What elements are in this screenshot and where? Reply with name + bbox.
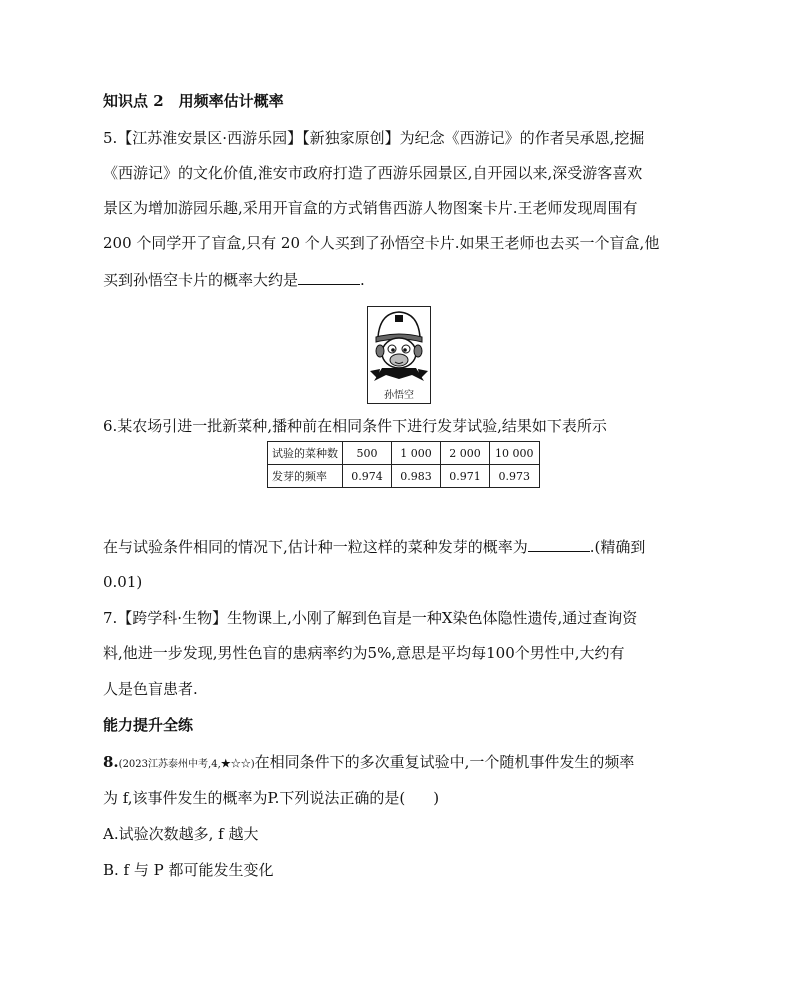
q8-line-2-text: 为 f,该事件发生的概率为P.下列说法正确的是( xyxy=(103,789,406,807)
table-cell: 0.971 xyxy=(441,465,490,488)
q8-line-1 xyxy=(103,752,634,775)
table-row xyxy=(268,442,540,465)
q8-option-a[interactable]: A.试验次数越多, f 越大 xyxy=(103,825,259,843)
q5-answer-blank[interactable] xyxy=(298,270,360,285)
q6-after-text: 在与试验条件相同的情况下,估计种一粒这样的菜种发芽的概率为 xyxy=(103,538,528,556)
q5-line-2: 《西游记》的文化价值,淮安市政府打造了西游乐园景区,自开园以来,深受游客喜欢 xyxy=(103,164,643,182)
q5-line-1 xyxy=(103,128,644,148)
q6-after-line-2: 0.01) xyxy=(103,573,143,591)
table-row-header: 发芽的频率 xyxy=(268,465,343,488)
section-title-ability: 能力提升全练 xyxy=(103,716,194,734)
q8-source: (2023江苏泰州中考,4,★☆☆) xyxy=(118,759,255,770)
table-cell: 0.974 xyxy=(343,465,392,488)
q8-number: 8. xyxy=(103,753,119,771)
sun-wukong-card-figure xyxy=(367,306,431,404)
q5-line-5-text: 买到孙悟空卡片的概率大约是 xyxy=(103,271,299,289)
table-cell: 0.973 xyxy=(490,465,540,488)
table-row-header: 试验的菜种数 xyxy=(268,442,343,465)
q5-line-5 xyxy=(103,270,365,290)
section-title-knowledge-point-2: 知识点 2 用频率估计概率 xyxy=(103,92,284,110)
q8-line-2 xyxy=(103,788,439,808)
sun-wukong-illustration-icon xyxy=(368,307,430,387)
q6-after-end: .(精确到 xyxy=(589,538,646,556)
q5-line-5-end: . xyxy=(360,271,365,289)
q8-line-1-text: 在相同条件下的多次重复试验中,一个随机事件发生的频率 xyxy=(254,753,635,771)
q7-line-2: 料,他进一步发现,男性色盲的患病率约为5%,意思是平均每100个男性中,大约有 xyxy=(103,644,625,662)
q6-answer-blank[interactable] xyxy=(528,537,590,552)
q5-line-1-text: 5.【江苏淮安景区·西游乐园】【新独家原创】为纪念《西游记》的作者吴承恩,挖掘 xyxy=(103,129,645,147)
q5-line-3: 景区为增加游园乐趣,采用开盲盒的方式销售西游人物图案卡片.王老师发现周围有 xyxy=(103,199,638,217)
q7-line-1: 7.【跨学科·生物】生物课上,小刚了解到色盲是一种X染色体隐性遗传,通过查询资 xyxy=(103,609,638,627)
q6-after-line-1 xyxy=(103,537,645,557)
q6-intro: 6.某农场引进一批新菜种,播种前在相同条件下进行发芽试验,结果如下表所示 xyxy=(103,417,607,435)
table-cell: 0.983 xyxy=(392,465,441,488)
figure-caption: 孙悟空 xyxy=(384,390,414,401)
germination-table xyxy=(267,441,540,488)
table-cell: 500 xyxy=(343,442,392,465)
q8-close-paren: ) xyxy=(433,789,440,807)
table-cell: 1 000 xyxy=(392,442,441,465)
table-row xyxy=(268,465,540,488)
q7-line-3: 人是色盲患者. xyxy=(103,680,198,698)
q8-option-b[interactable]: B. f 与 P 都可能发生变化 xyxy=(103,861,274,879)
table-cell: 2 000 xyxy=(441,442,490,465)
table-cell: 10 000 xyxy=(490,442,540,465)
q5-line-4: 200 个同学开了盲盒,只有 20 个人买到了孙悟空卡片.如果王老师也去买一个盲盒,他 xyxy=(103,234,660,252)
